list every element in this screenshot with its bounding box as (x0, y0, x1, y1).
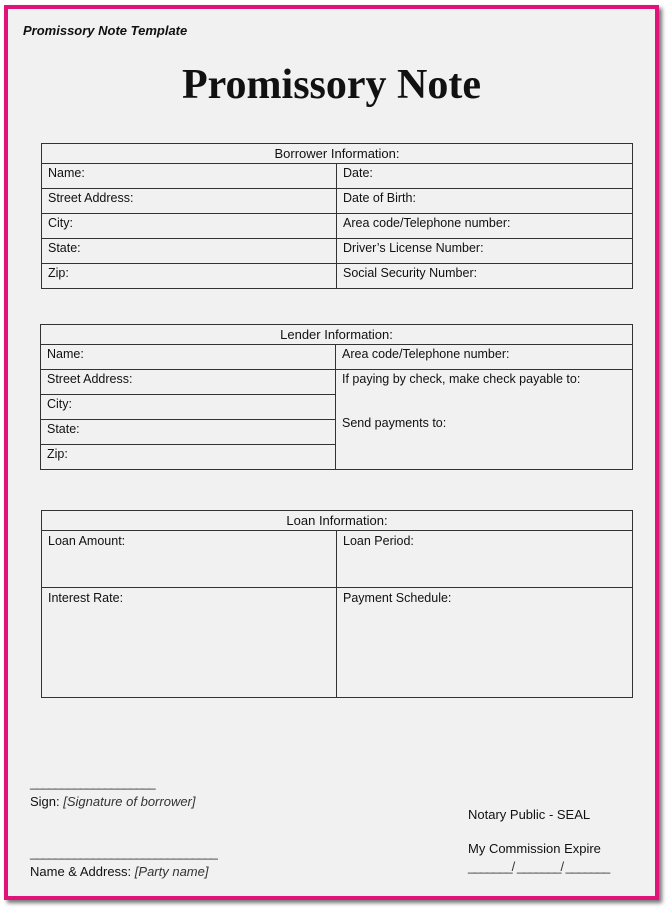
borrower-date-field[interactable]: Date: (337, 164, 633, 189)
loan-period-field[interactable]: Loan Period: (337, 531, 633, 588)
borrower-phone-field[interactable]: Area code/Telephone number: (337, 214, 633, 239)
notary-row (468, 807, 590, 822)
sign-row (30, 794, 196, 809)
lender-state-field[interactable]: State: (41, 420, 336, 445)
lender-table (40, 324, 633, 470)
borrower-license-field[interactable]: Driver’s License Number: (337, 239, 633, 264)
lender-zip-field[interactable]: Zip: (41, 445, 336, 470)
lender-payment-field[interactable] (336, 370, 633, 470)
notary-label: Notary Public (468, 807, 546, 822)
borrower-ssn-field[interactable]: Social Security Number: (337, 264, 633, 289)
loan-header: Loan Information: (42, 511, 633, 531)
lender-phone-field[interactable]: Area code/Telephone number: (336, 345, 633, 370)
sign-placeholder[interactable]: [Signature of borrower] (63, 794, 196, 809)
borrower-state-field[interactable]: State: (42, 239, 337, 264)
lender-name-field[interactable]: Name: (41, 345, 336, 370)
borrower-city-field[interactable]: City: (42, 214, 337, 239)
name-address-row (30, 864, 208, 879)
lender-street-field[interactable]: Street Address: (41, 370, 336, 395)
template-label: Promissory Note Template (23, 23, 188, 38)
commission-date-blanks[interactable]: _______/ _______/ _______ (468, 859, 610, 874)
document-frame (4, 5, 659, 900)
borrower-header: Borrower Information: (42, 144, 633, 164)
commission-label: My Commission Expire (468, 841, 601, 856)
lender-header: Lender Information: (41, 325, 633, 345)
borrower-street-field[interactable]: Street Address: (42, 189, 337, 214)
interest-rate-field[interactable]: Interest Rate: (42, 588, 337, 698)
borrower-zip-field[interactable]: Zip: (42, 264, 337, 289)
check-payable-label: If paying by check, make check payable to: (342, 372, 581, 386)
borrower-name-field[interactable]: Name: (42, 164, 337, 189)
send-payments-label: Send payments to: (342, 416, 447, 430)
payment-schedule-field[interactable]: Payment Schedule: (337, 588, 633, 698)
sign-label: Sign: (30, 794, 60, 809)
name-address-label: Name & Address: (30, 864, 132, 879)
borrower-dob-field[interactable]: Date of Birth: (337, 189, 633, 214)
borrower-table (41, 143, 633, 289)
signature-line[interactable]: ____________________ (30, 775, 155, 790)
lender-city-field[interactable]: City: (41, 395, 336, 420)
name-address-placeholder[interactable]: [Party name] (134, 864, 209, 879)
page-title: Promissory Note (182, 62, 481, 108)
loan-table (41, 510, 633, 698)
notary-seal: - SEAL (548, 807, 591, 822)
name-address-line[interactable]: ______________________________ (30, 845, 217, 860)
loan-amount-field[interactable]: Loan Amount: (42, 531, 337, 588)
